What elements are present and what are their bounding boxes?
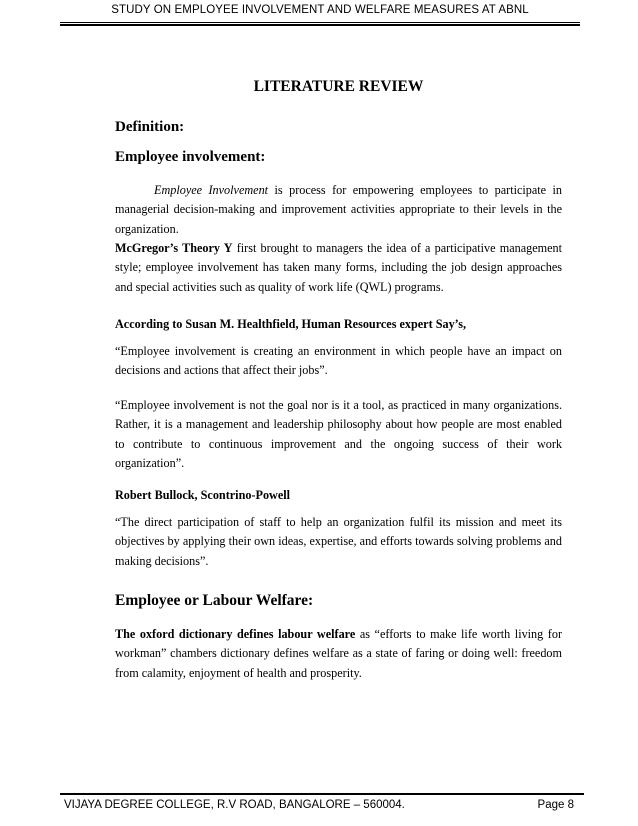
header-rule [60, 22, 580, 23]
running-header: STUDY ON EMPLOYEE INVOLVEMENT AND WELFARE MEASURES AT ABNL [111, 4, 529, 16]
oxford-definition: The oxford dictionary defines labour welfare [115, 627, 356, 641]
mcgregor-theory-y: McGregor’s Theory Y [115, 241, 233, 255]
quote-1: “Employee involvement is creating an environment in which people have an impact on decisions and actions that affect their jobs”. [115, 344, 562, 378]
robert-bullock-heading: Robert Bullock, Scontrino-Powell [115, 488, 291, 502]
employee-involvement-heading: Employee involvement: [115, 149, 266, 165]
page-title: LITERATURE REVIEW [253, 78, 424, 95]
definition-heading: Definition: [115, 119, 185, 135]
paragraph-text: as “efforts to make life worth living for workman” chambers dictionary defines welfare as a state of faring or doing well: freedom from calamity, enjoyment of health and prosperity. [115, 627, 562, 680]
quote-3: “The direct participation of staff to help an organization fulfil its mission and meet its objectives by applying their own ideas, expertise, and efforts towards solving problems and making decisions”. [115, 515, 562, 568]
header-rule-thick [60, 24, 580, 26]
susan-healthfield-heading: According to Susan M. Healthfield, Human Resources expert Say’s, [115, 317, 467, 331]
paragraph-text: is process for empowering employees to participate in managerial decision-making and improvement activities appropriate to their levels in the organization. [115, 183, 562, 236]
paragraph-welfare [115, 625, 562, 683]
footer-rule [60, 793, 584, 795]
quote-2: “Employee involvement is not the goal nor is it a tool, as practiced in many organizations. Rather, it is a management and leadership philosophy about how people are most enabled to contribute to continuous improvement and the ongoing success of their work organization”. [115, 398, 562, 470]
paragraph-text: first brought to managers the idea of a participative management style; employee involvement has taken many forms, including the job design approaches and special activities such as quality of work life (QWL) programs. [115, 241, 562, 294]
term-employee-involvement: Employee Involvement [154, 183, 269, 197]
page-number: Page 8 [537, 799, 574, 811]
paragraph-employee-involvement [115, 181, 562, 239]
welfare-heading: Employee or Labour Welfare: [115, 592, 314, 609]
paragraph-mcgregor [115, 239, 562, 297]
footer-college: VIJAYA DEGREE COLLEGE, R.V ROAD, BANGALORE – 560004. [64, 799, 405, 811]
